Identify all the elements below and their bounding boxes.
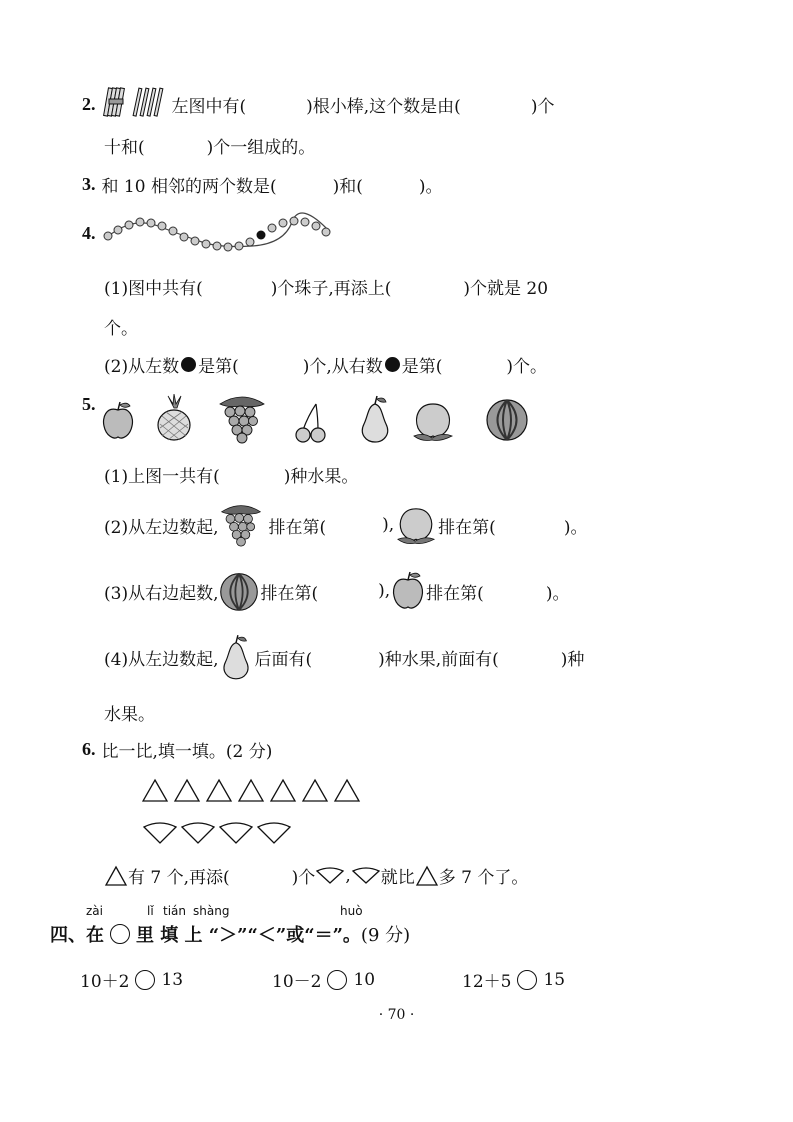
q4-part1-cont [104, 314, 138, 339]
q5-number-line [82, 394, 102, 415]
q5-part1 [104, 462, 358, 487]
q2-number: 2. [82, 94, 96, 114]
sticks-bundle-icon [102, 84, 172, 125]
q2-text-e: )个一组成的。 [206, 138, 316, 158]
q3-text-c: )。 [418, 177, 443, 197]
q5-p2-text-e: )。 [563, 517, 588, 538]
triangle-icon [143, 780, 167, 801]
q5-p3-text-e: )。 [545, 583, 570, 604]
q6-answer-line [104, 863, 528, 888]
pineapple-icon [154, 394, 194, 442]
q2-text-a: 左图中有( [171, 97, 247, 117]
fans-group [142, 820, 302, 846]
fan-icon [220, 823, 252, 843]
q4-line [82, 208, 334, 258]
compare-circle-input[interactable] [327, 970, 347, 990]
q5-p4-text-d: )种 [560, 649, 585, 670]
q3-line [82, 172, 442, 197]
watermelon-icon [484, 396, 530, 442]
q6-number: 6. [82, 739, 96, 759]
compare-item-3 [462, 967, 565, 992]
q3-number: 3. [82, 174, 96, 194]
apple-icon [390, 570, 426, 612]
q4-number: 4. [82, 222, 96, 243]
section4-title-a: 四、在 [50, 925, 104, 946]
q6-text-a: 有 7 个,再添( [128, 868, 230, 888]
q5-part4 [104, 632, 584, 682]
black-bead-icon [181, 357, 196, 372]
q6-text-c: , [345, 865, 351, 886]
black-bead-icon [385, 357, 400, 372]
q5-p4-text-b: 后面有( [254, 649, 313, 670]
apple-icon [100, 400, 136, 442]
q5-p3-text-c: ), [378, 581, 391, 601]
q3-text-b: )和( [332, 177, 363, 197]
q4-p1-text-c: )个就是 20 [463, 279, 549, 299]
pinyin-tian: tián [163, 904, 186, 918]
q4-part2 [104, 352, 547, 377]
cherry-icon [294, 402, 328, 444]
q6-title-line [82, 737, 272, 762]
watermelon-icon [218, 570, 260, 612]
triangles-group [142, 778, 372, 804]
q3-text-a: 和 10 相邻的两个数是( [101, 177, 277, 197]
fan-icon [315, 867, 345, 885]
q5-p4-text-e: 水果。 [104, 705, 155, 725]
fan-row [142, 820, 302, 850]
triangle-icon [335, 780, 359, 801]
triangle-icon [415, 865, 439, 887]
pinyin-shang: shàng [193, 904, 230, 918]
q6-text-d: 就比 [380, 868, 415, 888]
compare-circle-input[interactable] [517, 970, 537, 990]
q5-p2-text-c: ), [382, 515, 395, 535]
pinyin-zai: zài [86, 904, 103, 918]
page-number: · 70 · [378, 1007, 415, 1023]
q5-p2-text-d: 排在第( [438, 517, 496, 538]
q5-part4-cont [104, 700, 155, 725]
pear-icon [356, 394, 394, 444]
q5-p3-text-a: (3)从右边起数, [104, 583, 219, 604]
q5-p4-text-c: )种水果,前面有( [378, 649, 499, 670]
section4-title-b: 里 填 上 “＞”“＜”或“＝”。 [136, 925, 361, 946]
q5-p3-text-b: 排在第( [260, 583, 319, 604]
q5-p1-text-b: )种水果。 [283, 467, 359, 487]
grapes-icon [218, 503, 264, 547]
compare-left: 10＋2 [80, 972, 130, 992]
q6-text-e: 多 7 个了。 [438, 868, 529, 888]
q2-text-d: 十和( [104, 138, 145, 158]
compare-item-1 [80, 967, 183, 992]
triangle-icon [271, 780, 295, 801]
fan-icon [144, 823, 176, 843]
triangle-icon [303, 780, 327, 801]
q5-part2 [104, 505, 587, 545]
q6-text-b: )个 [291, 868, 316, 888]
triangle-icon [239, 780, 263, 801]
q5-p4-text-a: (4)从左边数起, [104, 649, 219, 670]
q2-text-b: )根小棒,这个数是由( [306, 97, 461, 117]
grapes-icon [216, 394, 268, 444]
q4-p1-text-b: )个珠子,再添上( [270, 279, 392, 299]
q6-title: 比一比,填一填。(2 分) [101, 742, 273, 762]
fan-icon [351, 867, 381, 885]
compare-circle-input[interactable] [135, 970, 155, 990]
triangle-row [142, 778, 372, 808]
pinyin-huo: huò [340, 904, 363, 918]
triangle-icon [207, 780, 231, 801]
pinyin-li: lǐ [147, 904, 154, 918]
q2-line2 [104, 133, 315, 158]
q4-p2-text-b: 是第( [198, 357, 239, 377]
q2-text-c: )个 [530, 97, 555, 117]
peach-icon [394, 505, 438, 545]
q2-line1 [82, 84, 554, 125]
compare-left: 10－2 [272, 972, 322, 992]
q5-p2-text-a: (2)从左边数起, [104, 517, 219, 538]
q5-p2-text-b: 排在第( [268, 517, 327, 538]
triangle-icon [175, 780, 199, 801]
circle-icon [110, 924, 130, 944]
q4-p2-text-e: )个。 [506, 357, 548, 377]
peach-icon [410, 400, 456, 442]
q5-p3-text-d: 排在第( [426, 583, 484, 604]
bead-string-icon [102, 208, 334, 258]
compare-item-2 [272, 967, 375, 992]
q4-p2-text-d: 是第( [401, 357, 443, 377]
q5-number: 5. [82, 394, 96, 414]
section4-points: (9 分) [360, 925, 411, 946]
q4-p1-text-a: (1)图中共有( [104, 279, 203, 299]
q4-part1 [104, 274, 548, 299]
fan-icon [182, 823, 214, 843]
section4-title [50, 921, 410, 947]
pear-icon [218, 633, 254, 681]
q4-p2-text-a: (2)从左数 [104, 357, 180, 377]
compare-right: 15 [543, 969, 566, 990]
q5-part3 [104, 571, 569, 611]
q5-p1-text-a: (1)上图一共有( [104, 467, 220, 487]
compare-right: 13 [161, 969, 184, 990]
triangle-icon [104, 865, 128, 887]
compare-right: 10 [353, 969, 376, 990]
q4-p2-text-c: )个,从右数 [302, 357, 383, 377]
compare-left: 12＋5 [462, 972, 512, 992]
q4-p1-text-d: 个。 [104, 319, 138, 339]
fan-icon [258, 823, 290, 843]
